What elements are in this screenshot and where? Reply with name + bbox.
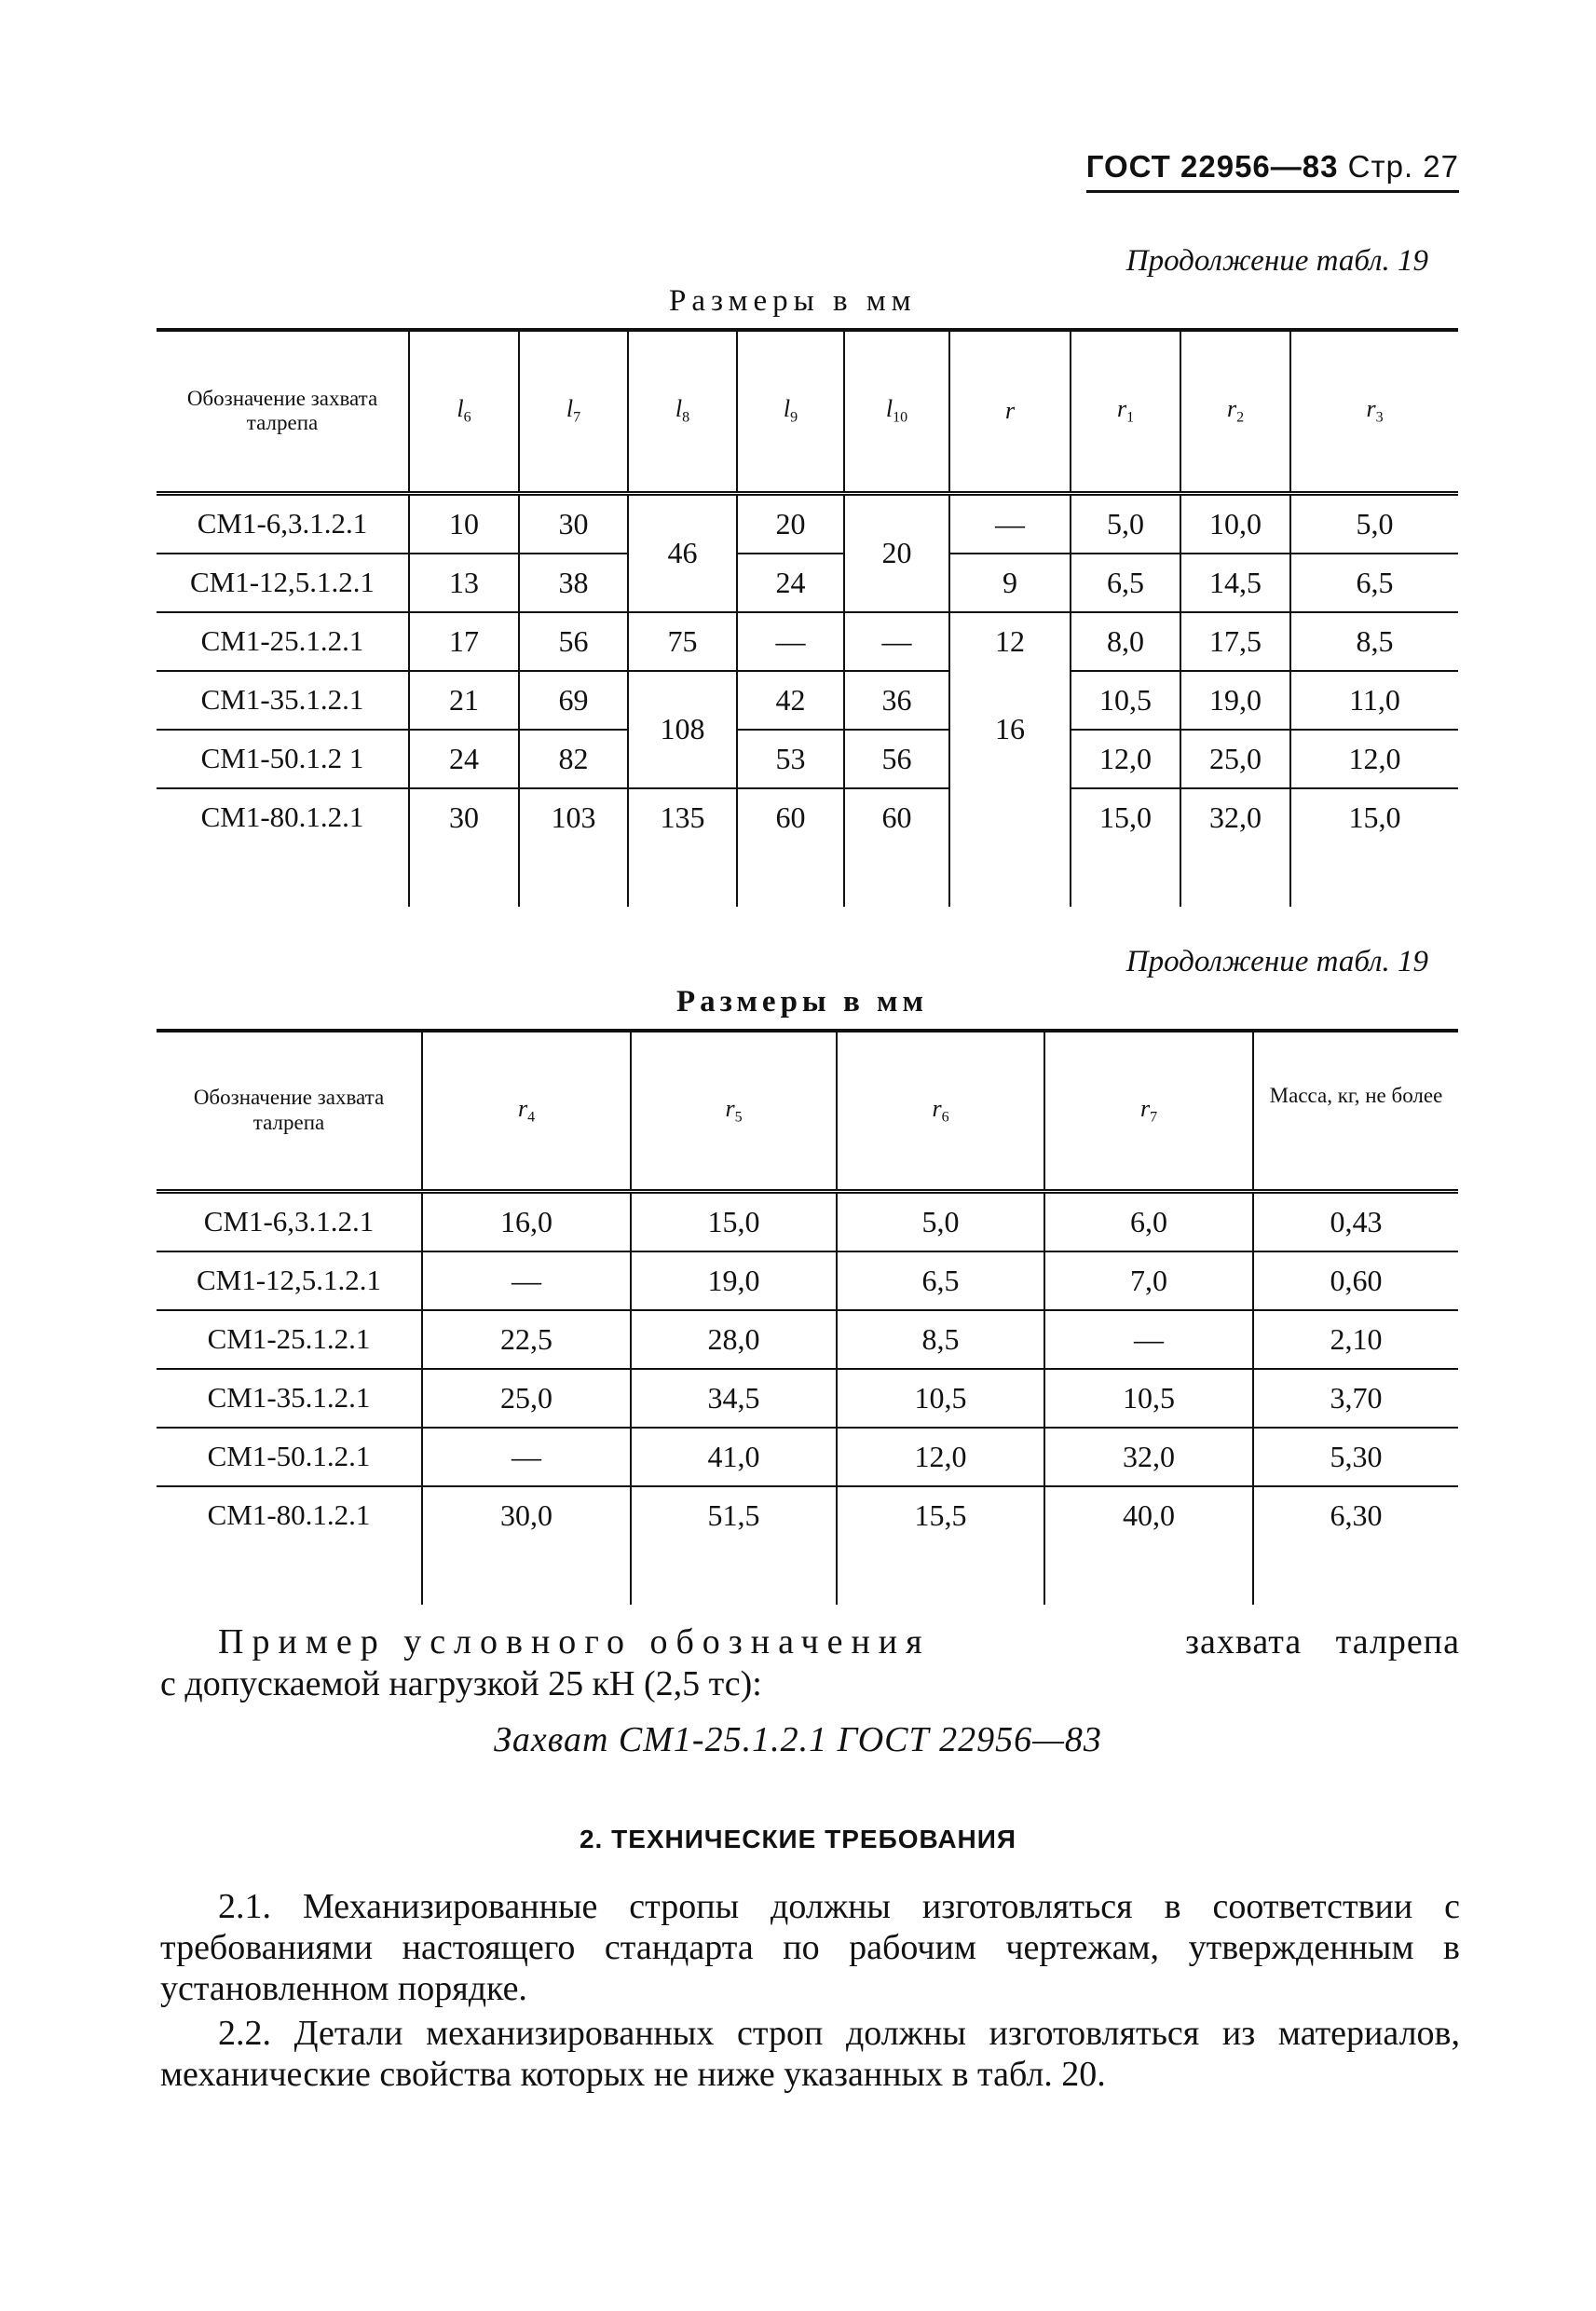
cell: — (1044, 1310, 1253, 1369)
cell: 14,5 (1180, 554, 1290, 612)
cell: 8,5 (837, 1310, 1044, 1369)
cell: 10 (409, 493, 519, 554)
cell: 12,0 (1071, 730, 1180, 788)
cell: 0,43 (1253, 1191, 1458, 1251)
page-header (1086, 149, 1459, 193)
cell: 10,5 (1044, 1369, 1253, 1428)
cell: 13 (409, 554, 519, 612)
cell: 32,0 (1044, 1428, 1253, 1486)
col-r7: $r_7$ (1044, 1031, 1253, 1191)
cell: 42 (737, 671, 844, 730)
cell: 40,0 (1044, 1486, 1253, 1544)
cell: 103 (519, 788, 628, 846)
cell: 0,60 (1253, 1251, 1458, 1310)
cell: 12,0 (1290, 730, 1458, 788)
cell: 41,0 (631, 1428, 837, 1486)
cell: 36 (844, 671, 949, 730)
cell: 5,0 (1290, 493, 1458, 554)
cell: 10,0 (1180, 493, 1290, 554)
cell-designation: СМ1-35.1.2.1 (157, 1369, 422, 1428)
cell: 6,30 (1253, 1486, 1458, 1544)
example-lead: Пример условного обозначения (218, 1622, 931, 1661)
table-row (157, 1369, 1458, 1428)
cell: 69 (519, 671, 628, 730)
cell: 60 (844, 788, 949, 846)
cell-designation: СМ1-80.1.2.1 (200, 800, 364, 833)
table-row (157, 730, 1458, 788)
col-r3: $r_3$ (1290, 330, 1458, 493)
cell-merged: 16 (949, 671, 1071, 788)
cell: 15,0 (1071, 788, 1180, 846)
cell: 53 (737, 730, 844, 788)
col-l8: $l_8$ (628, 330, 737, 493)
table-row (157, 1486, 1458, 1544)
cell: 5,30 (1253, 1428, 1458, 1486)
designation-example: Захват СМ1-25.1.2.1 ГОСТ 22956—83 (494, 1720, 1102, 1759)
cell: 6,0 (1044, 1191, 1253, 1251)
table-row (157, 1191, 1458, 1251)
cell-merged: 46 (628, 493, 737, 612)
cell-designation: СМ1-50.1.2.1 (157, 1428, 422, 1486)
cell-designation: СМ1-25.1.2.1 (157, 1310, 422, 1369)
col-l6: $l_6$ (409, 330, 519, 493)
cell-designation: СМ1-12,5.1.2.1 (157, 1251, 422, 1310)
cell-designation: СМ1-25.1.2.1 (157, 612, 409, 671)
cell: 5,0 (837, 1191, 1044, 1251)
paragraph-2-1: 2.1. Механизированные стропы должны изготовляться в соответствии с требованиями настоящего стандарта по рабочим чертежам, утвержденным в установленном порядке. (160, 1887, 1460, 2008)
table-row (157, 1251, 1458, 1310)
cell: 75 (628, 612, 737, 671)
cell: — (949, 493, 1071, 554)
cell: 21 (409, 671, 519, 730)
cell: 30 (409, 788, 519, 846)
col-r: r (949, 330, 1071, 493)
col-designation: Обозначение захвата талрепа (157, 330, 409, 493)
col-l9: $l_9$ (737, 330, 844, 493)
col-l7: $l_7$ (519, 330, 628, 493)
cell: 6,5 (837, 1251, 1044, 1310)
col-r6: $r_6$ (837, 1031, 1044, 1191)
cell: 12 (949, 612, 1071, 671)
cell: 7,0 (1044, 1251, 1253, 1310)
cell: 32,0 (1180, 788, 1290, 846)
cell-designation: СМ1-50.1.2 1 (157, 730, 409, 788)
example-paragraph (160, 1621, 1460, 1705)
table-row (157, 554, 1458, 612)
col-mass: Масса, кг, не более (1253, 1031, 1458, 1191)
col-r5: $r_5$ (631, 1031, 837, 1191)
cell: 19,0 (1180, 671, 1290, 730)
cell: 5,0 (1071, 493, 1180, 554)
cell: 25,0 (422, 1369, 631, 1428)
cell-designation: СМ1-80.1.2.1 (207, 1498, 371, 1531)
table1-continuation: Продолжение табл. 19 (1125, 244, 1428, 278)
cell: 15,0 (1290, 788, 1458, 846)
cell: 10,5 (1071, 671, 1180, 730)
cell: 24 (737, 554, 844, 612)
cell: — (844, 612, 949, 671)
col-l10: $l_{10}$ (844, 330, 949, 493)
example-line-1 (160, 1621, 1460, 1663)
example-rest: захвата талрепа (1185, 1622, 1460, 1661)
cell: 22,5 (422, 1310, 631, 1369)
cell: 30,0 (422, 1486, 631, 1544)
cell: 30 (519, 493, 628, 554)
table-row (157, 671, 1458, 730)
cell: 24 (409, 730, 519, 788)
cell (949, 788, 1071, 846)
table2-units: Размеры в мм (676, 985, 928, 1019)
cell: — (737, 612, 844, 671)
cell: 17,5 (1180, 612, 1290, 671)
cell: 6,5 (1290, 554, 1458, 612)
cell-designation: СМ1-6,3.1.2.1 (157, 1191, 422, 1251)
cell-designation: СМ1-12,5.1.2.1 (157, 554, 409, 612)
cell: 6,5 (1071, 554, 1180, 612)
col-r4: $r_4$ (422, 1031, 631, 1191)
table-row (157, 1310, 1458, 1369)
cell-merged: 108 (628, 671, 737, 788)
table-row (157, 493, 1458, 554)
cell: 34,5 (631, 1369, 837, 1428)
cell: 19,0 (631, 1251, 837, 1310)
cell: 9 (949, 554, 1071, 612)
section-title: 2. ТЕХНИЧЕСКИЕ ТРЕБОВАНИЯ (579, 1825, 1017, 1853)
cell-merged: 20 (844, 493, 949, 612)
cell: 8,5 (1290, 612, 1458, 671)
table2-continuation: Продолжение табл. 19 (1125, 945, 1428, 978)
cell: 56 (519, 612, 628, 671)
table-tail (157, 846, 1458, 907)
table1 (157, 328, 1458, 907)
cell: — (422, 1428, 631, 1486)
cell: 28,0 (631, 1310, 837, 1369)
table-row (157, 788, 1458, 846)
table2 (157, 1029, 1458, 1605)
cell: 25,0 (1180, 730, 1290, 788)
paragraph-2-2: 2.2. Детали механизированных строп должны изготовляться из материалов, механические свойства которых не ниже указанных в табл. 20. (160, 2014, 1460, 2094)
cell: 2,10 (1253, 1310, 1458, 1369)
cell: 20 (737, 493, 844, 554)
cell: 15,0 (631, 1191, 837, 1251)
table-row (157, 612, 1458, 671)
table1-units: Размеры в мм (669, 284, 917, 318)
table-tail (157, 1544, 1458, 1605)
cell: 17 (409, 612, 519, 671)
cell: 56 (844, 730, 949, 788)
cell: 82 (519, 730, 628, 788)
col-designation: Обозначение захвата талрепа (157, 1031, 422, 1191)
col-r2: $r_2$ (1180, 330, 1290, 493)
page-number: Стр. 27 (1347, 149, 1459, 184)
cell-designation: СМ1-35.1.2.1 (157, 671, 409, 730)
col-r1: $r_1$ (1071, 330, 1180, 493)
cell: 11,0 (1290, 671, 1458, 730)
cell: 10,5 (837, 1369, 1044, 1428)
cell: 60 (737, 788, 844, 846)
cell: 12,0 (837, 1428, 1044, 1486)
table-row (157, 1428, 1458, 1486)
cell: 8,0 (1071, 612, 1180, 671)
cell: 3,70 (1253, 1369, 1458, 1428)
example-line-2: с допускаемой нагрузкой 25 кН (2,5 тс): (160, 1664, 762, 1703)
cell-designation: СМ1-6,3.1.2.1 (157, 493, 409, 554)
cell: 38 (519, 554, 628, 612)
cell: 135 (628, 788, 737, 846)
cell: 15,5 (837, 1486, 1044, 1544)
cell: 51,5 (631, 1486, 837, 1544)
standard-number: ГОСТ 22956—83 (1085, 149, 1339, 184)
cell: 16,0 (422, 1191, 631, 1251)
cell: — (422, 1251, 631, 1310)
